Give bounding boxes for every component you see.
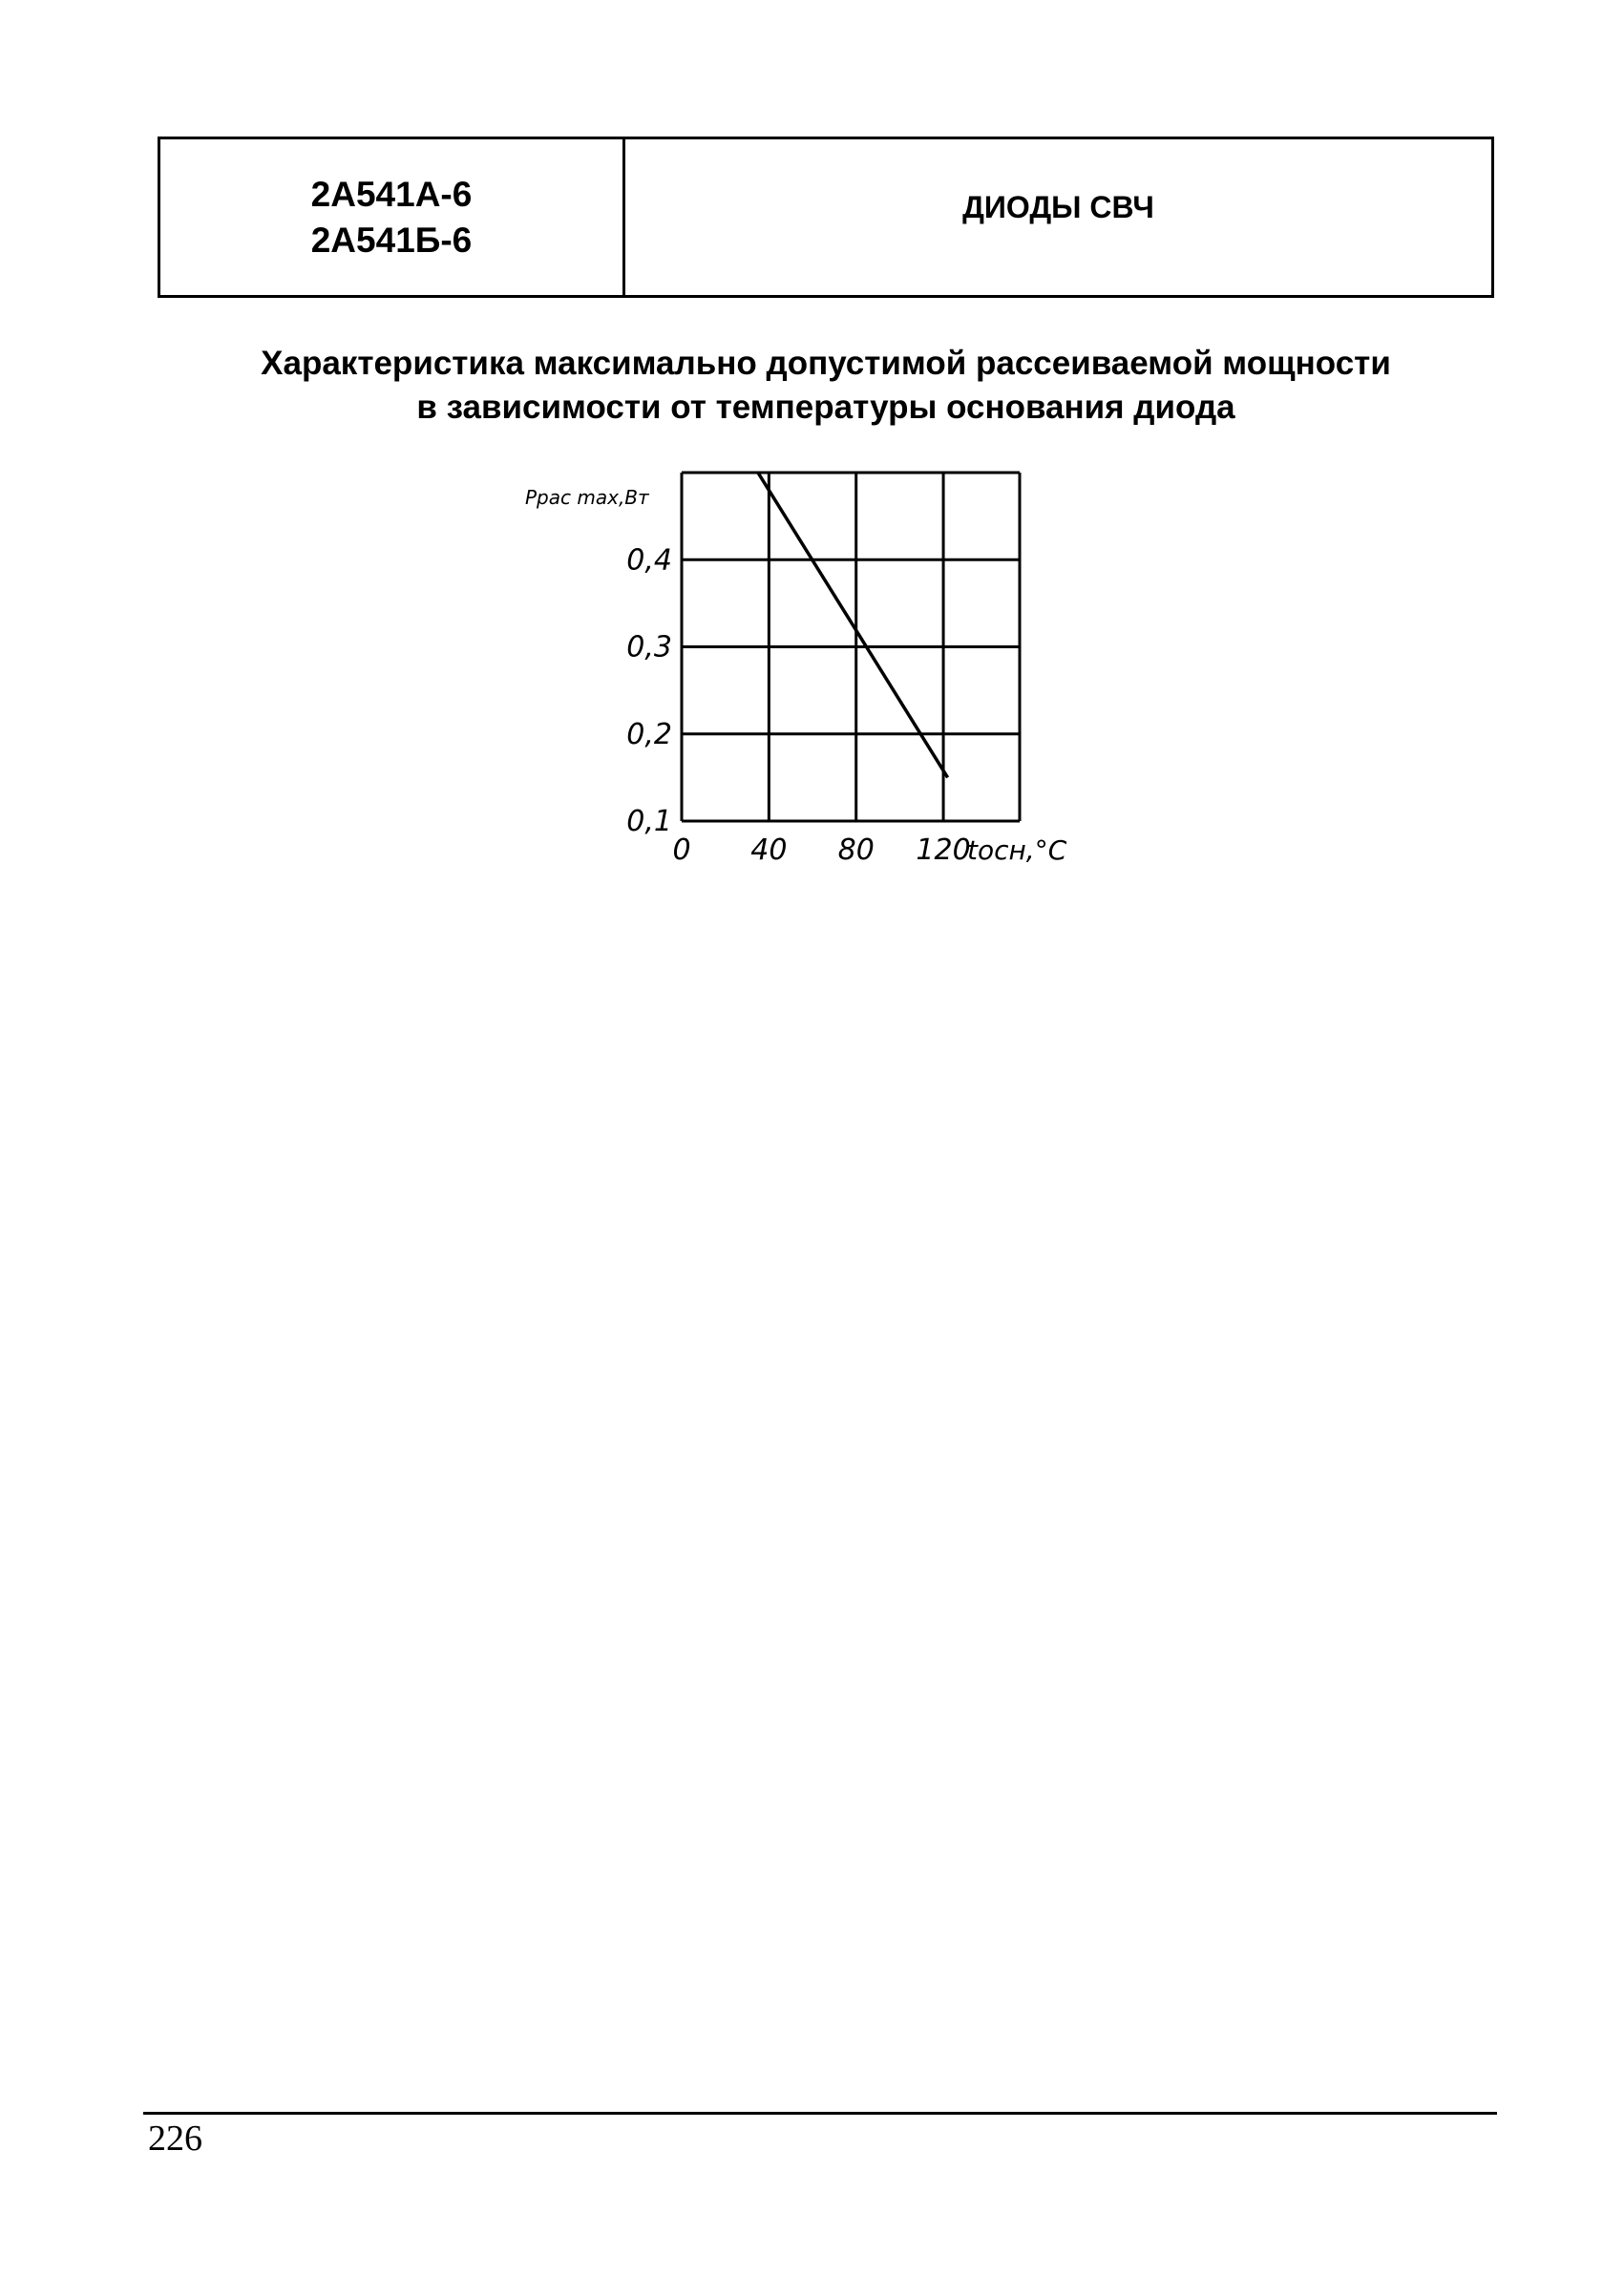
- category-title: ДИОДЫ СВЧ: [962, 190, 1154, 224]
- y-tick-label: 0,1: [626, 805, 672, 838]
- x-tick-label: 40: [750, 833, 788, 867]
- page-number: 226: [148, 2119, 202, 2159]
- x-axis-label: tосн,°C: [967, 834, 1067, 866]
- model-designations: [160, 139, 625, 295]
- chart-grid: [682, 473, 1020, 821]
- power-temperature-chart: [516, 449, 1067, 888]
- chart-series: [758, 473, 948, 777]
- y-tick-label: 0,4: [626, 543, 672, 578]
- x-tick-label: 80: [837, 833, 875, 867]
- model-line-1: 2А541А-6: [310, 174, 473, 214]
- y-axis-label: Pрас max,Вт: [525, 486, 649, 509]
- x-tick-label: 0: [672, 833, 691, 867]
- figure-title: [158, 342, 1494, 430]
- figure-title-line-2: в зависимости от температуры основания диода: [416, 389, 1235, 426]
- footer-rule: [143, 2112, 1497, 2115]
- y-tick-label: 0,2: [626, 717, 672, 751]
- chart-labels: [525, 486, 1067, 867]
- figure-title-line-1: Характеристика максимально допустимой рассеиваемой мощности: [261, 345, 1391, 382]
- y-tick-label: 0,3: [626, 630, 672, 664]
- x-tick-label: 120: [916, 833, 971, 867]
- header-box: [158, 137, 1494, 298]
- model-line-2: 2А541Б-6: [310, 220, 473, 260]
- data-series-line-0: [758, 473, 948, 777]
